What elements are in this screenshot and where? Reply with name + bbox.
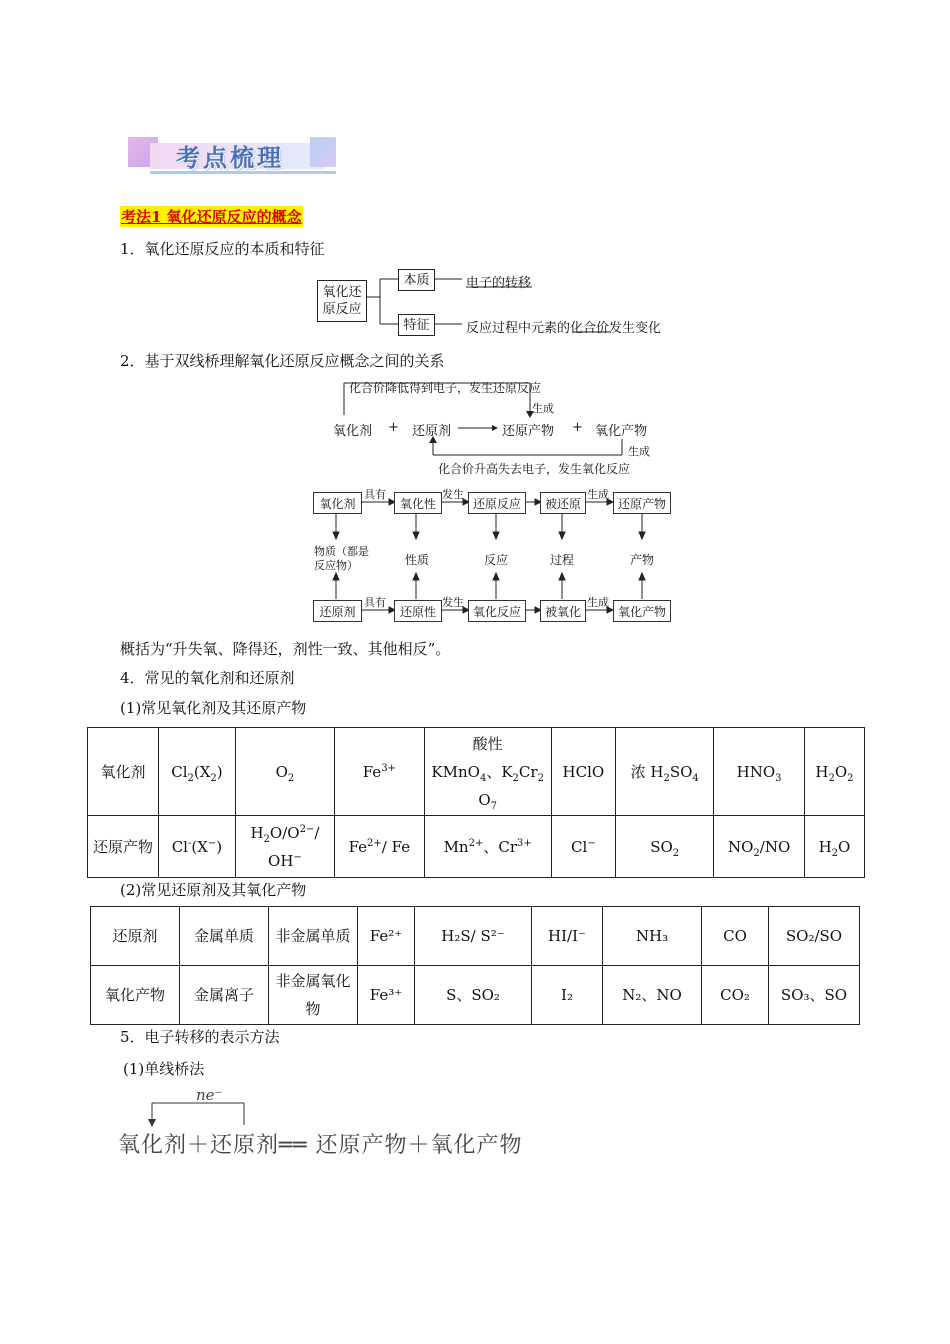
essence-box: 本质 <box>398 269 435 291</box>
section-5-heading: 5．电子转移的表示方法 <box>120 1028 280 1046</box>
flow-top-reduction-product: 还原产物 <box>613 492 671 514</box>
table-cell: 酸性 KMnO$_4$、$K_2Cr_2$ $O_7$ <box>424 728 551 816</box>
table-cell: 非金属单质 <box>269 907 358 966</box>
table-cell: $H_2O/O^{2-}/$ OH− <box>235 816 334 878</box>
table-cell: HClO <box>551 728 615 816</box>
feature-box: 特征 <box>398 314 435 336</box>
table-cell: SO₂/SO <box>769 907 860 966</box>
oxidant-table <box>87 727 865 878</box>
electron-count-label: ne⁻ <box>196 1086 223 1104</box>
eq-oxidation-product: 氧化产物 <box>595 424 648 439</box>
edge-label-has-top: 具有 <box>364 488 386 501</box>
table-cell: $SO_2$ <box>616 816 714 878</box>
table-cell: $H_2O_2$ <box>804 728 864 816</box>
flow-mid-substance: 物质（都是 反应物） <box>314 545 369 572</box>
table-cell: 氧化产物 <box>91 966 180 1025</box>
table-cell: $Cl_2(X_2)$ <box>159 728 236 816</box>
eq-plus-1: + <box>388 420 399 435</box>
banner-title: 考点梳理 <box>176 144 284 172</box>
table-cell: N₂、NO <box>603 966 702 1025</box>
feature-text <box>466 317 661 336</box>
generate-label-1: 生成 <box>532 402 554 415</box>
eq-reductant: 还原剂 <box>412 424 452 439</box>
flow-top-oxidant: 氧化剂 <box>313 492 362 514</box>
table-cell: $Fe^{3+}$ <box>334 728 424 816</box>
eq-oxidant: 氧化剂 <box>333 424 373 439</box>
concept-center-box: 氧化还 原反应 <box>317 280 367 322</box>
generate-label-2: 生成 <box>628 445 650 458</box>
flow-mid-process: 过程 <box>550 553 575 567</box>
edge-label-occur-bottom: 发生 <box>442 596 464 609</box>
table-cell: $O_2$ <box>235 728 334 816</box>
single-bridge-caption: (1)单线桥法 <box>123 1060 205 1078</box>
table-cell: SO₃、SO <box>769 966 860 1025</box>
flow-top-reduction-reaction: 还原反应 <box>468 492 526 514</box>
section-banner <box>128 135 343 177</box>
table-cell: 金属单质 <box>180 907 269 966</box>
flow-top-oxidizing: 氧化性 <box>394 492 442 514</box>
table-cell: 还原剂 <box>91 907 180 966</box>
flow-bottom-reducing: 还原性 <box>394 600 442 622</box>
table-row <box>91 966 860 1025</box>
method-heading: 考法1 氧化还原反应的概念 <box>121 208 302 226</box>
table-cell: NH₃ <box>603 907 702 966</box>
single-bridge-equation: 氧化剂＋还原剂══ 还原产物＋氧化产物 <box>118 1133 523 1158</box>
feature-text-a: 反应过程中元素的 <box>466 321 571 336</box>
edge-label-generate-bottom: 生成 <box>587 596 609 609</box>
table-cell: 浓 $H_2SO_4$ <box>616 728 714 816</box>
table-header-reduction-product: 还原产物 <box>88 816 159 878</box>
essence-text: 电子的转移 <box>466 276 532 291</box>
table-cell: Fe³⁺ <box>358 966 415 1025</box>
table-cell: Cl-(X−) <box>159 816 236 878</box>
oxidant-table-caption: (1)常见氧化剂及其还原产物 <box>120 699 307 717</box>
edge-label-occur-top: 发生 <box>442 488 464 501</box>
table-cell: 非金属氧化物 <box>269 966 358 1025</box>
reductant-table-caption: (2)常见还原剂及其氧化产物 <box>120 881 307 899</box>
summary-text: 概括为“升失氧、降得还，剂性一致、其他相反”。 <box>120 640 451 658</box>
table-cell: HI/I⁻ <box>532 907 603 966</box>
oxidation-bridge-label: 化合价升高失去电子，发生氧化反应 <box>438 462 631 476</box>
table-cell: $Fe^{2+}/$ Fe <box>334 816 424 878</box>
section-1-heading: 1．氧化还原反应的本质和特征 <box>120 240 325 258</box>
table-cell: I₂ <box>532 966 603 1025</box>
table-cell: $Mn^{2+}$、$Cr^{3+}$ <box>424 816 551 878</box>
section-4-heading: 4．常见的氧化剂和还原剂 <box>120 669 295 687</box>
table-cell: Fe²⁺ <box>358 907 415 966</box>
table-cell: CO <box>702 907 769 966</box>
eq-reduction-product: 还原产物 <box>502 424 555 439</box>
table-cell: S、SO₂ <box>415 966 532 1025</box>
table-cell: H₂S/ S²⁻ <box>415 907 532 966</box>
table-row <box>88 728 865 816</box>
flow-mid-reaction: 反应 <box>484 553 509 567</box>
table-cell: 金属离子 <box>180 966 269 1025</box>
flow-mid-product: 产物 <box>630 553 655 567</box>
reduction-bridge-label: 化合价降低得到电子，发生还原反应 <box>349 381 542 395</box>
table-cell: $H_2O$ <box>804 816 864 878</box>
feature-text-underlined: 化合价 <box>570 321 610 336</box>
flow-bottom-oxidized: 被氧化 <box>540 600 586 622</box>
eq-plus-2: + <box>572 420 583 435</box>
edge-label-has-bottom: 具有 <box>364 596 386 609</box>
edge-label-generate-top: 生成 <box>587 488 609 501</box>
flow-top-reduced: 被还原 <box>540 492 586 514</box>
table-row <box>88 816 865 878</box>
table-row <box>91 907 860 966</box>
flow-bottom-reductant: 还原剂 <box>313 600 362 622</box>
table-cell: CO₂ <box>702 966 769 1025</box>
table-cell: Cl− <box>551 816 615 878</box>
section-2-heading: 2．基于双线桥理解氧化还原反应概念之间的关系 <box>120 352 445 370</box>
banner-decoration-right <box>310 137 336 167</box>
reductant-table <box>90 906 860 1025</box>
table-cell: $HNO_3$ <box>714 728 805 816</box>
feature-text-b: 发生变化 <box>609 321 662 336</box>
table-header-oxidant: 氧化剂 <box>88 728 159 816</box>
table-cell: $NO_2/NO$ <box>714 816 805 878</box>
flow-mid-property: 性质 <box>405 553 430 567</box>
flow-bottom-oxidation-reaction: 氧化反应 <box>468 600 526 622</box>
flow-bottom-oxidation-product: 氧化产物 <box>613 600 671 622</box>
